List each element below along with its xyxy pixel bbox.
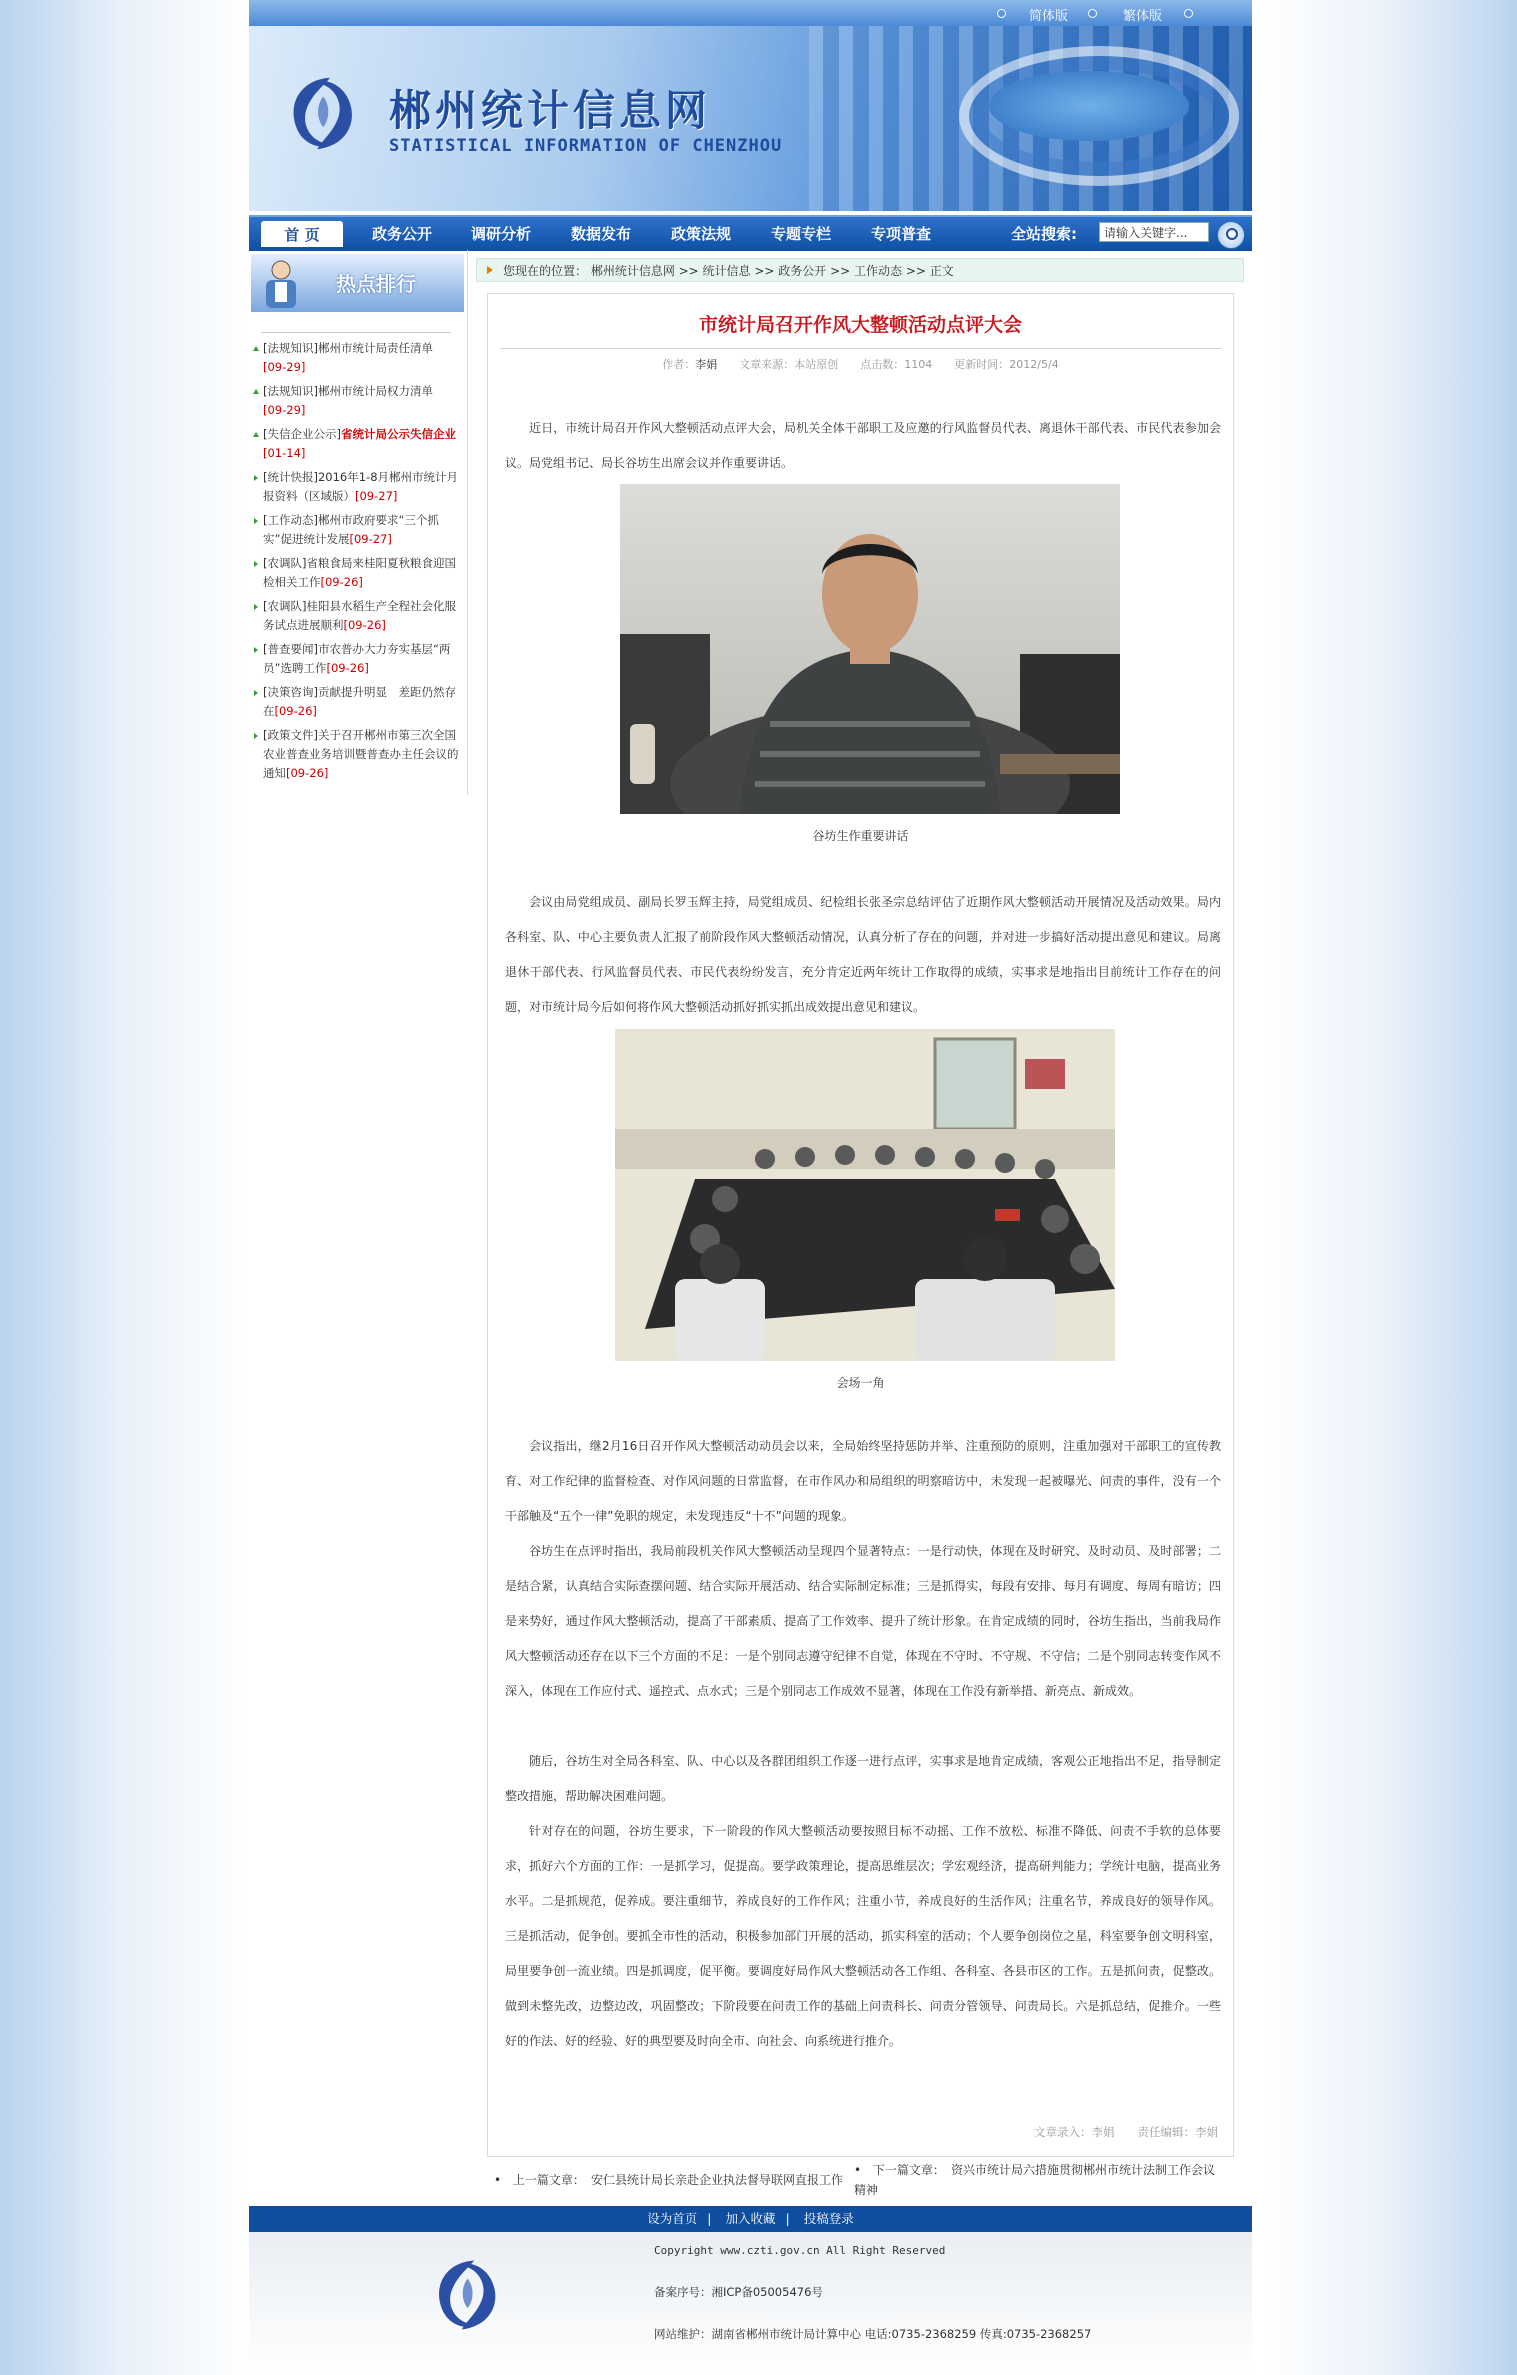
page-wrapper (249, 0, 1252, 2375)
article-box (487, 293, 1234, 2157)
search-label: 全站搜索: (1011, 225, 1077, 243)
breadcrumb (476, 258, 1244, 282)
nav-item-policy[interactable]: 政策法规 (671, 225, 732, 243)
list-item[interactable]: [失信企业公示]省统计局公示失信企业[01-14] (251, 425, 461, 463)
article-paragraph: 随后，谷坊生对全局各科室、队、中心以及各群团组织工作逐一进行点评，实事求是地肯定成绩，客观公正地指出不足，指导制定整改措施，帮助解决困难问题。 (505, 1754, 1221, 1803)
article-meta: 作者：李娟 文章来源：本站原创 点击数：1104 更新时间：2012/5/4 (662, 358, 1059, 371)
article-footer: 文章录入：李娟 责任编辑：李娟 (1034, 2125, 1218, 2139)
list-item[interactable]: [农调队]桂阳县水稻生产全程社会化服务试点进展顺利[09-26] (251, 597, 461, 635)
list-item[interactable]: [农调队]省粮食局来桂阳夏秋粮食迎国检相关工作[09-26] (251, 554, 461, 592)
main-nav (249, 215, 1252, 251)
maintainer-info: 网站维护：湖南省郴州市统计局计算中心 电话:0735-2368259 传真:0735-2368257 (654, 2327, 1092, 2341)
hot-ranking-title: 热点排行 (336, 272, 416, 296)
hot-list (251, 332, 461, 788)
bullet-icon (1088, 9, 1097, 18)
list-item[interactable]: [法规知识]郴州市统计局权力清单 [09-29] (251, 382, 461, 420)
footer-links: 设为首页 | 加入收藏 | 投稿登录 (249, 2206, 1252, 2232)
speaker-photo (620, 484, 1120, 814)
footer-logo-icon (421, 2254, 511, 2336)
breadcrumb-text[interactable]: 您现在的位置： 郴州统计信息网 >> 统计信息 >> 政务公开 >> 工作动态 >> 正文 (503, 264, 954, 278)
article-title: 市统计局召开作风大整顿活动点评大会 (698, 314, 1022, 336)
site-subtitle: STATISTICAL INFORMATION OF CHENZHOU (389, 136, 783, 156)
prev-article[interactable]: • 上一篇文章： 安仁县统计局长亲赴企业执法督导联网直报工作 (494, 2170, 844, 2190)
person-icon (261, 258, 301, 310)
add-favorite-link[interactable]: 加入收藏 (725, 2211, 776, 2226)
list-item[interactable]: [法规知识]郴州市统计局责任清单 [09-29] (251, 339, 461, 377)
list-item[interactable]: [工作动态]郴州市政府要求“三个抓实”促进统计发展[09-27] (251, 511, 461, 549)
sidebar (249, 250, 468, 795)
article-paragraph: 会议由局党组成员、副局长罗玉辉主持，局党组成员、纪检组长张圣宗总结评估了近期作风大整顿活动开展情况及活动效果。局内各科室、队、中心主要负责人汇报了前阶段作风大整顿活动情况，认真分析了存在的问题，并对进一步搞好活动提出意见和建议。局离退休干部代表、行风监督员代表、市民代表纷纷发言，充分肯定近两年统计工作取得的成绩，实事求是地指出目前统计工作存在的问题，对市统计局今后如何将作风大整顿活动抓好抓实抓出成效提出意见和建议。 (505, 895, 1221, 1014)
nav-item-research[interactable]: 调研分析 (471, 225, 532, 243)
hot-ranking-header (251, 254, 464, 312)
nav-item-data[interactable]: 数据发布 (571, 225, 632, 243)
site-title: 郴州统计信息网 (389, 86, 712, 135)
search-button[interactable] (1217, 221, 1245, 249)
divider (261, 332, 451, 333)
next-article-link[interactable]: 资兴市统计局六措施贯彻郴州市统计法制工作会议精神 (854, 2163, 1215, 2197)
simplified-link[interactable]: 简体版 (1029, 9, 1069, 24)
bullet-icon (1184, 9, 1193, 18)
list-item[interactable]: [统计快报]2016年1-8月郴州市统计月报资料（区域版）[09-27] (251, 468, 461, 506)
article-paragraph: 针对存在的问题，谷坊生要求，下一阶段的作风大整顿活动要按照目标不动摇、工作不放松、标准不降低、问责不手软的总体要求，抓好六个方面的工作：一是抓学习，促提高。要学政策理论，提高思维层次；学宏观经济，提高研判能力；学统计电脑，提高业务水平。二是抓规范，促养成。要注重细节，养成良好的工作作风；注重小节，养成良好的生活作风；注重名节，养成良好的领导作风。三是抓活动，促争创。要抓全市性的活动，积极参加部门开展的活动，抓实科室的活动；个人要争创岗位之星，科室要争创文明科室，局里要争创一流业绩。四是抓调度，促平衡。要调度好局作风大整顿活动各工作组、各科室、各县市区的工作。五是抓问责，促整改。做到未整先改，边整边改，巩固整改；下阶段要在问责工作的基础上问责科长、问责分管领导、问责局长。六是抓总结，促推介。一些好的作法、好的经验、好的典型要及时向全市、向社会、向系统进行推介。 (505, 1824, 1221, 2048)
submit-login-link[interactable]: 投稿登录 (803, 2211, 854, 2226)
article-paragraph: 谷坊生在点评时指出，我局前段机关作风大整顿活动呈现四个显著特点：一是行动快，体现在及时研究、及时动员、及时部署；二是结合紧，认真结合实际查摆问题、结合实际开展活动、结合实际制定标准；三是抓得实，每段有安排、每月有调度、每周有暗访；四是来势好，通过作风大整顿活动，提高了干部素质、提高了工作效率、提升了统计形象。在肯定成绩的同时，谷坊生指出，当前我局作风大整顿活动还存在以下三个方面的不足：一是个别同志遵守纪律不自觉，体现在不守时、不守规、不守信；二是个别同志转变作风不深入，体现在工作应付式、遥控式、点水式；三是个别同志工作成效不显著，体现在工作没有新举措、新亮点、新成效。 (505, 1544, 1221, 1698)
icp-number: 备案序号：湘ICP备05005476号 (654, 2285, 823, 2299)
article-paragraph: 会议指出，继2月16日召开作风大整顿活动动员会以来，全局始终坚持惩防并举、注重预防的原则，注重加强对干部职工的宣传教育、对工作纪律的监督检查、对作风问题的日常监督，在市作风办和局组织的明察暗访中，未发现一起被曝光、问责的事件，没有一个干部触及“五个一律”免职的规定，未发现违反“十不”问题的现象。 (505, 1439, 1221, 1523)
divider (500, 348, 1221, 349)
nav-item-census[interactable]: 专项普查 (871, 225, 932, 243)
nav-item-home[interactable]: 首 页 (261, 221, 343, 247)
list-item[interactable]: [普查要闻]市农普办大力夯实基层“两员”选聘工作[09-26] (251, 640, 461, 678)
stadium-field (989, 71, 1189, 141)
bullet-icon (997, 9, 1006, 18)
prev-article-link[interactable]: 安仁县统计局长亲赴企业执法督导联网直报工作 (590, 2173, 843, 2187)
set-home-link[interactable]: 设为首页 (647, 2211, 698, 2226)
site-logo-icon[interactable] (279, 71, 364, 156)
next-article[interactable]: • 下一篇文章： 资兴市统计局六措施贯彻郴州市统计法制工作会议精神 (854, 2160, 1226, 2200)
list-item[interactable]: [政策文件]关于召开郴州市第三次全国农业普查业务培训暨普查办主任会议的通知[09-26] (251, 726, 461, 783)
header-banner (249, 26, 1252, 211)
language-bar (249, 0, 1252, 26)
arrow-icon (487, 266, 493, 274)
nav-item-topics[interactable]: 专题专栏 (771, 225, 832, 243)
traditional-link[interactable]: 繁体版 (1123, 9, 1163, 24)
article-author: 李娟 (695, 358, 718, 371)
article-paragraph: 近日，市统计局召开作风大整顿活动点评大会，局机关全体干部职工及应邀的行风监督员代表、离退休干部代表、市民代表参加会议。局党组书记、局长谷坊生出席会议并作重要讲话。 (505, 421, 1221, 470)
copyright: Copyright www.czti.gov.cn All Right Reserved (654, 2244, 946, 2257)
photo-caption: 会场一角 (836, 1376, 885, 1390)
nav-item-government[interactable]: 政务公开 (372, 225, 433, 243)
meeting-photo (615, 1029, 1115, 1361)
list-item[interactable]: [决策咨询]贡献提升明显 差距仍然存在[09-26] (251, 683, 461, 721)
photo-caption: 谷坊生作重要讲话 (812, 829, 909, 843)
search-input[interactable] (1099, 222, 1209, 242)
footer (249, 2232, 1252, 2375)
